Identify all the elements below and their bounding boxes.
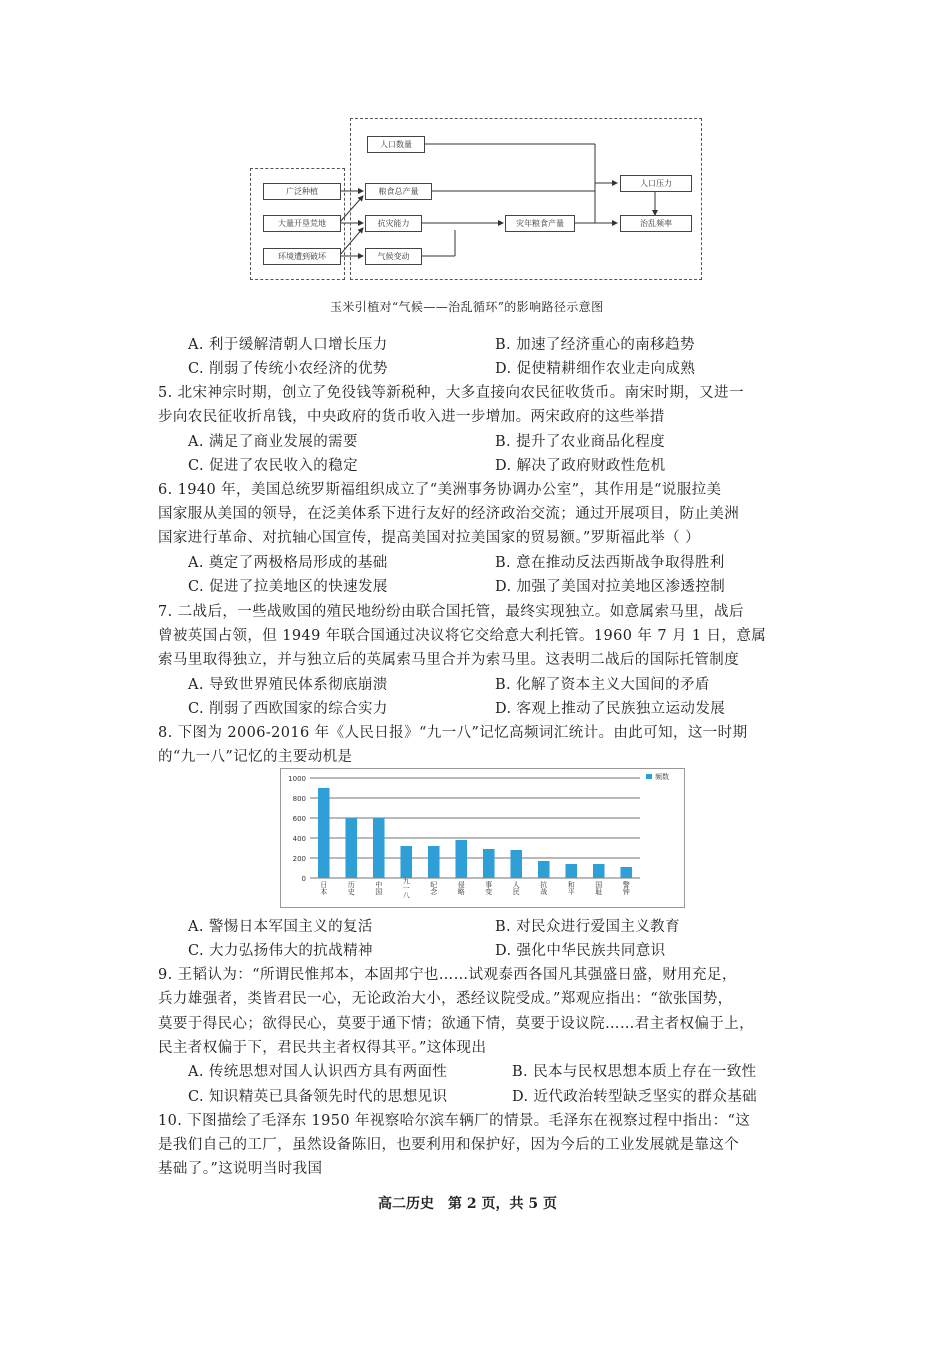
box-disaster-resistance: 抗灾能力 xyxy=(365,215,422,232)
chart-bar xyxy=(620,867,632,878)
box-grain-output: 粮食总产量 xyxy=(365,183,432,200)
chart-bar xyxy=(483,849,495,878)
box-land-reclamation: 大量开垦荒地 xyxy=(263,215,341,232)
chart-x-tick-label: 事变 xyxy=(484,881,493,895)
q9-stem-line1: 9. 王韬认为：“所谓民惟邦本，本固邦宁也……试观泰西各国凡其强盛日盛，财用充足， xyxy=(158,967,737,983)
q4-option-b: B. 加速了经济重心的南移趋势 xyxy=(495,337,695,353)
box-population: 人口数量 xyxy=(367,136,425,153)
box-climate-change: 气候变动 xyxy=(365,248,422,265)
chart-x-tick-label: 人民 xyxy=(512,881,521,895)
q7-option-a: A. 导致世界殖民体系彻底崩溃 xyxy=(188,677,388,693)
q5-stem-line1: 5. 北宋神宗时期，创立了免役钱等新税种，大多直接向农民征收货币。南宋时期，又进一 xyxy=(158,385,744,401)
q10-stem-line3: 基础了。”这说明当时我国 xyxy=(158,1161,323,1177)
q4-option-a: A. 利于缓解清朝人口增长压力 xyxy=(188,337,388,353)
chart-bar xyxy=(318,788,330,878)
q7-option-d: D. 客观上推动了民族独立运动发展 xyxy=(495,701,726,717)
q7-stem-line2: 曾被英国占领，但 1949 年联合国通过决议将它交给意大利托管。1960 年 7 月 1 日，意属 xyxy=(158,628,767,644)
chart-bar xyxy=(593,864,605,878)
chart-y-tick-label: 600 xyxy=(292,815,306,823)
chart-y-tick-label: 800 xyxy=(292,795,306,803)
chart-x-tick-label: 中国 xyxy=(374,881,383,895)
q8-option-d: D. 强化中华民族共同意识 xyxy=(495,943,666,959)
q6-option-a: A. 奠定了两极格局形成的基础 xyxy=(188,555,388,571)
chart-bar xyxy=(373,818,385,878)
q10-stem-line2: 是我们自己的工厂，虽然设备陈旧，也要利用和保护好，因为今后的工业发展就是靠这个 xyxy=(158,1137,740,1153)
chart-bar xyxy=(400,846,412,878)
chart-x-tick-label: 侵略 xyxy=(457,881,466,895)
chart-x-tick-label: 历史 xyxy=(347,881,356,895)
q10-stem-line1: 10. 下图描绘了毛泽东 1950 年视察哈尔滨车辆厂的情景。毛泽东在视察过程中指出：“这 xyxy=(158,1113,751,1129)
q9-stem-line3: 莫要于得民心；欲得民心，莫要于通下情；欲通下情，莫要于设议院……君主者权偏于上， xyxy=(158,1016,754,1032)
q8-option-c: C. 大力弘扬伟大的抗战精神 xyxy=(188,943,373,959)
q7-option-b: B. 化解了资本主义大国间的矛盾 xyxy=(495,677,710,693)
chart-x-tick-label: 和平 xyxy=(567,881,576,895)
chart-bar xyxy=(455,840,467,878)
q6-option-c: C. 促进了拉美地区的快速发展 xyxy=(188,579,388,595)
box-widespread-planting: 广泛种植 xyxy=(263,183,341,200)
chart-x-tick-label: 国耻 xyxy=(594,881,603,895)
chart-bar xyxy=(345,818,357,878)
chart-x-tick-label: 日本 xyxy=(319,881,328,895)
q8-stem-line2: 的“九一八”记忆的主要动机是 xyxy=(158,749,353,765)
q5-option-d: D. 解决了政府财政性危机 xyxy=(495,458,666,474)
q5-stem-line2: 步向农民征收折帛钱，中央政府的货币收入进一步增加。两宋政府的这些举措 xyxy=(158,409,665,425)
q9-option-c: C. 知识精英已具备领先时代的思想见识 xyxy=(188,1089,448,1105)
q8-option-a: A. 警惕日本军国主义的复活 xyxy=(188,919,373,935)
q5-option-b: B. 提升了农业商品化程度 xyxy=(495,434,666,450)
q4-option-d: D. 促使精耕细作农业走向成熟 xyxy=(495,361,696,377)
q6-option-b: B. 意在推动反法西斯战争取得胜利 xyxy=(495,555,725,571)
q9-stem-line2: 兵力雄强者，类皆君民一心，无论政治大小，悉经议院受成。”郑观应指出：“欲张国势， xyxy=(158,991,733,1007)
q6-stem-line2: 国家服从美国的领导，在泛美体系下进行友好的经济政治交流；通过开展项目，防止美洲 xyxy=(158,506,740,522)
page-footer: 高二历史 第 2 页，共 5 页 xyxy=(378,1196,557,1212)
chart-y-tick-label: 0 xyxy=(301,875,306,883)
q9-stem-line4: 民主者权偏于下，君民共主者权得其平。”这体现出 xyxy=(158,1040,487,1056)
q9-option-d: D. 近代政治转型缺乏坚实的群众基础 xyxy=(512,1089,758,1105)
box-population-pressure: 人口压力 xyxy=(620,175,692,192)
chart-legend-swatch xyxy=(646,774,652,779)
q9-option-b: B. 民本与民权思想本质上存在一致性 xyxy=(512,1064,757,1080)
chart-y-tick-label: 400 xyxy=(292,835,306,843)
q7-option-c: C. 削弱了西欧国家的综合实力 xyxy=(188,701,388,717)
q8-stem-line1: 8. 下图为 2006-2016 年《人民日报》“九一八”记忆高频词汇统计。由此可知，这一时期 xyxy=(158,725,748,741)
q6-stem-line1: 6. 1940 年，美国总统罗斯福组织成立了“美洲事务协调办公室”，其作用是“说服拉美 xyxy=(158,482,722,498)
q6-stem-line3: 国家进行革命、对抗轴心国宣传，提高美国对拉美国家的贸易额。”罗斯福此举（ ） xyxy=(158,530,700,546)
q6-option-d: D. 加强了美国对拉美地区渗透控制 xyxy=(495,579,726,595)
chart-bar xyxy=(428,846,440,878)
box-disaster-year-output: 灾年粮食产量 xyxy=(505,215,575,232)
chart-y-tick-label: 200 xyxy=(292,855,306,863)
chart-x-tick-label: 抗战 xyxy=(539,881,548,895)
box-chaos-frequency: 治乱频率 xyxy=(620,215,692,232)
q4-option-c: C. 削弱了传统小农经济的优势 xyxy=(188,361,388,377)
chart-svg xyxy=(280,768,685,908)
chart-x-tick-label: 警钟 xyxy=(622,881,631,895)
chart-y-tick-label: 1000 xyxy=(288,775,306,783)
chart-x-tick-label: 九一八 xyxy=(402,877,411,899)
chart-bar xyxy=(510,850,522,878)
diagram-caption: 玉米引植对“气候——治乱循环”的影响路径示意图 xyxy=(330,300,604,314)
chart-bar xyxy=(565,864,577,878)
box-environment-damage: 环境遭到破坏 xyxy=(263,248,341,265)
q5-option-a: A. 满足了商业发展的需要 xyxy=(188,434,358,450)
q8-option-b: B. 对民众进行爱国主义教育 xyxy=(495,919,680,935)
q5-option-c: C. 促进了农民收入的稳定 xyxy=(188,458,358,474)
q9-option-a: A. 传统思想对国人认识西方具有两面性 xyxy=(188,1064,448,1080)
chart-x-tick-label: 纪念 xyxy=(429,881,438,895)
chart-bar xyxy=(538,861,550,878)
word-frequency-chart xyxy=(280,768,685,908)
chart-legend-label: 频数 xyxy=(655,773,669,781)
impact-path-diagram xyxy=(255,118,705,290)
q7-stem-line1: 7. 二战后，一些战败国的殖民地纷纷由联合国托管，最终实现独立。如意属索马里，战后 xyxy=(158,604,744,620)
q7-stem-line3: 索马里取得独立，并与独立后的英属索马里合并为索马里。这表明二战后的国际托管制度 xyxy=(158,652,740,668)
